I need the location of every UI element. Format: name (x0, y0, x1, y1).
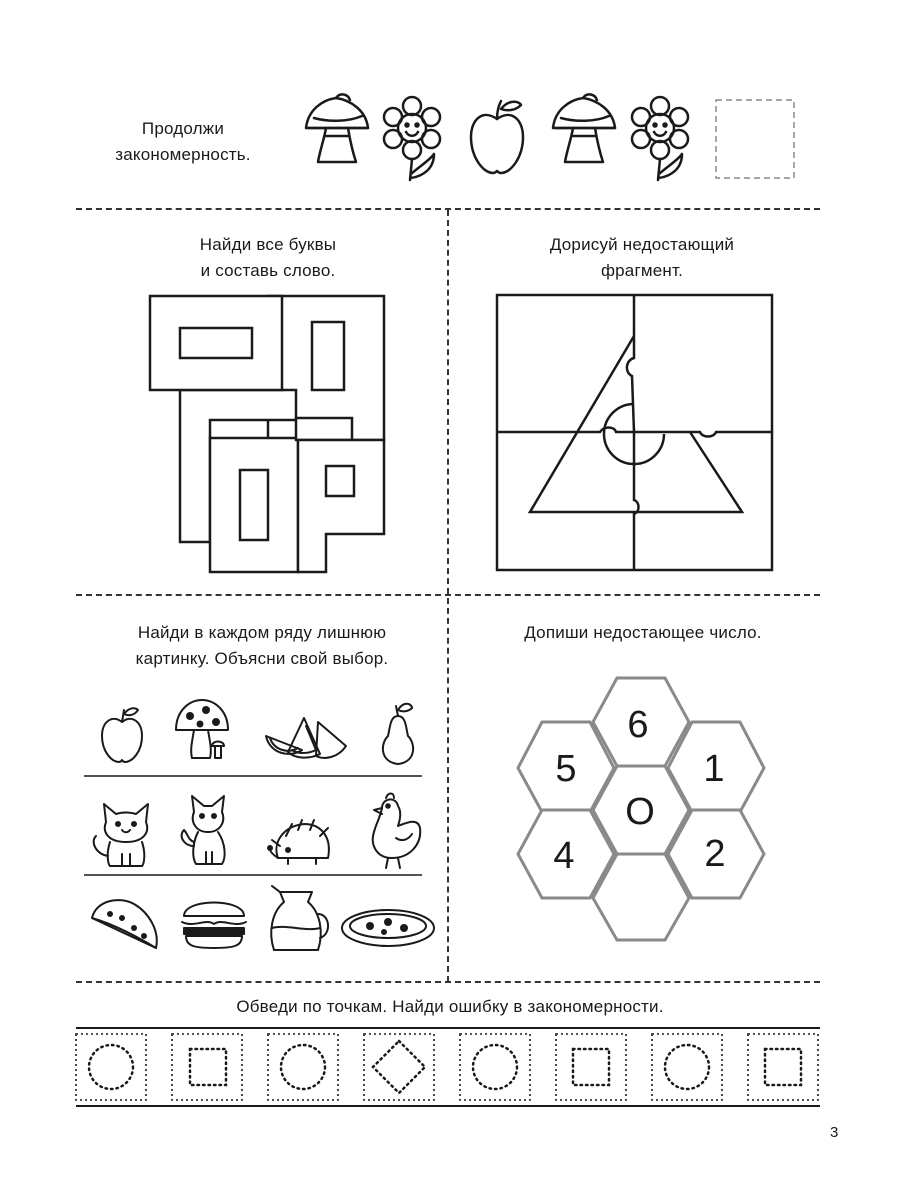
trace-cell (556, 1034, 626, 1100)
instruction-line: Найди все буквы (199, 235, 337, 254)
page-number: 3 (830, 1124, 839, 1141)
hex-number: 4 (553, 835, 575, 877)
instruction-line: Дорисуй недостающий (549, 235, 735, 254)
hex-number: 1 (703, 748, 725, 790)
trace-diamond (373, 1041, 425, 1093)
trace-circle (89, 1045, 133, 1089)
hex-number: 5 (555, 748, 577, 790)
trace-circle (281, 1045, 325, 1089)
trace-cell (748, 1034, 818, 1100)
trace-square (573, 1049, 609, 1085)
instruction-line: закономерность. (115, 145, 251, 164)
instruction-line: картинку. Объясни свой выбор. (135, 649, 389, 668)
instruction-line: Продолжи (141, 119, 225, 138)
trace-square (190, 1049, 226, 1085)
instruction-line: Найди в каждом ряду лишнюю (137, 623, 387, 642)
hex-number: 6 (627, 704, 649, 746)
trace-circle (473, 1045, 517, 1089)
hex-number: 2 (704, 833, 726, 875)
hex-number: О (625, 791, 655, 833)
trace-circle (665, 1045, 709, 1089)
instruction-line: Обведи по точкам. Найди ошибку в закономерности. (236, 997, 664, 1016)
instruction-line: и составь слово. (200, 261, 336, 280)
trace-cell (172, 1034, 242, 1100)
trace-square (765, 1049, 801, 1085)
instruction-line: Допиши недостающее число. (524, 623, 762, 642)
instruction-line: фрагмент. (600, 261, 684, 280)
